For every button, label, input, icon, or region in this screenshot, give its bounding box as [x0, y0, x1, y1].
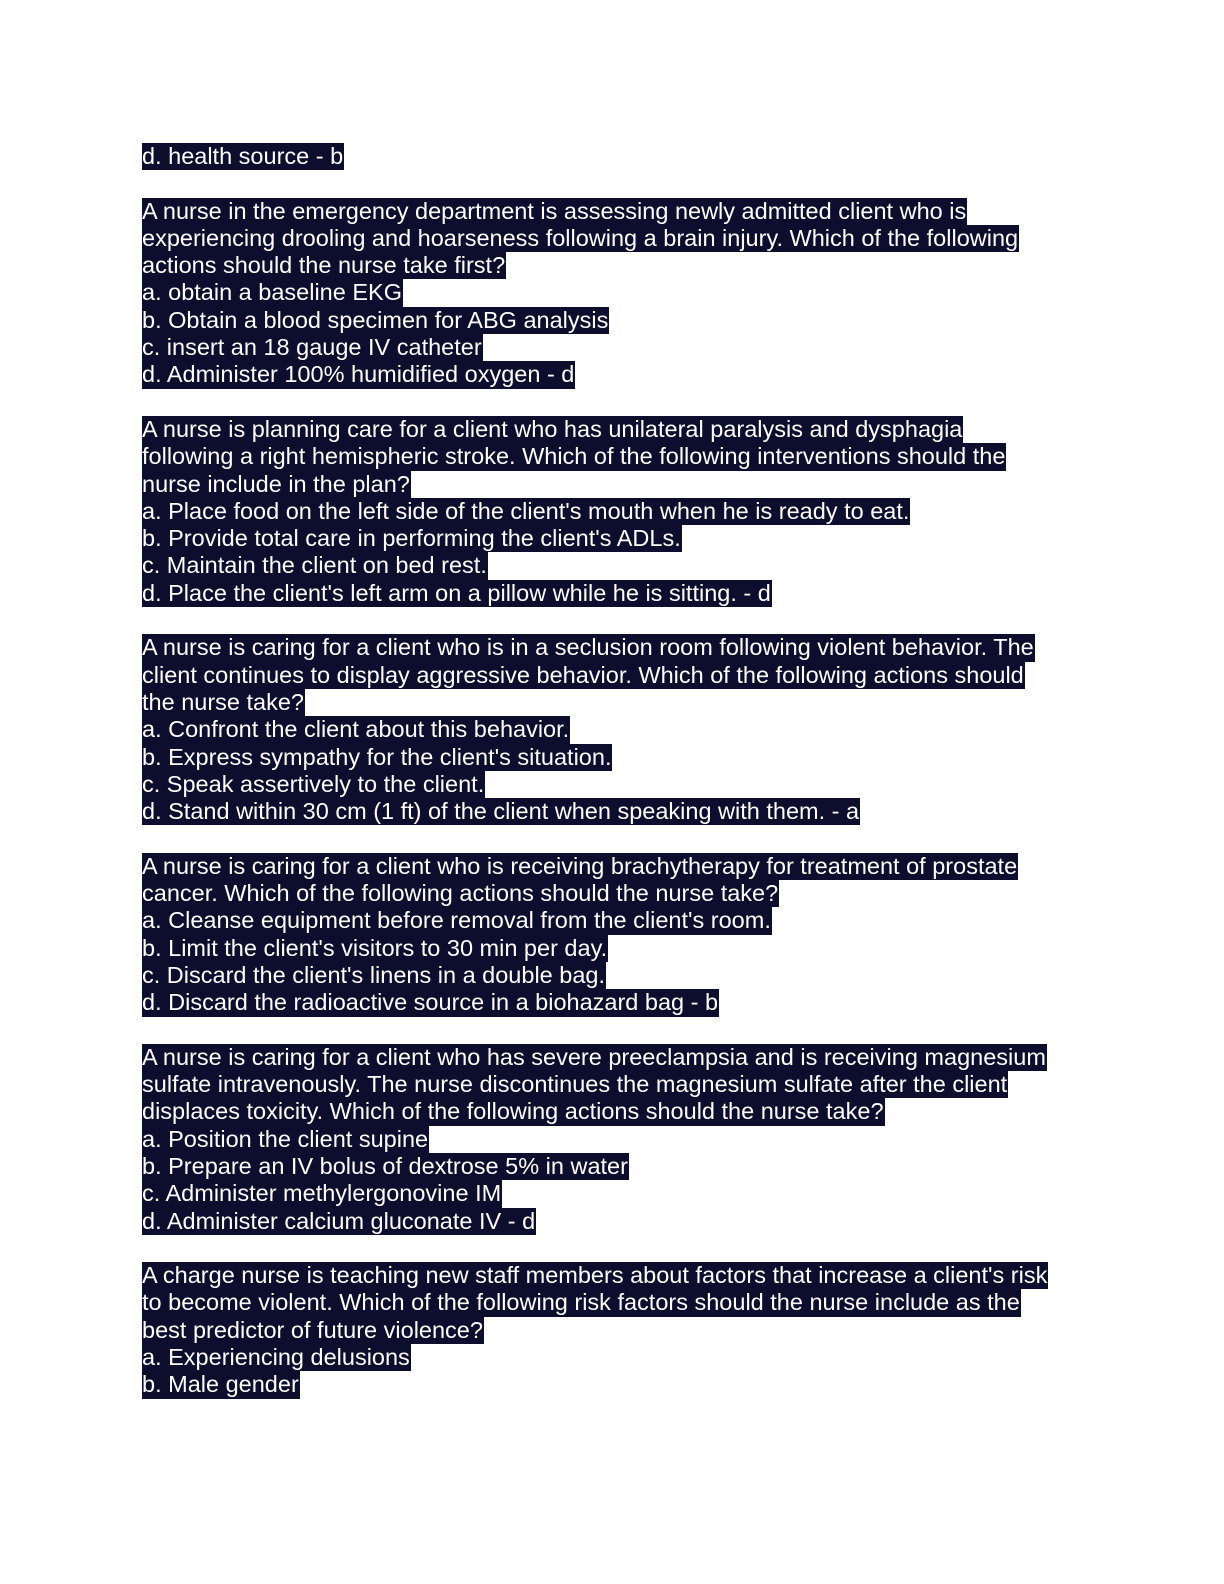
question-block	[142, 1262, 1082, 1398]
question-line: client continues to display aggressive behavior. Which of the following actions should	[142, 661, 1024, 688]
option-line: b. Express sympathy for the client's situation.	[142, 743, 612, 770]
option-line: a. Confront the client about this behavior.	[142, 716, 570, 743]
option-line: b. Prepare an IV bolus of dextrose 5% in water	[142, 1152, 628, 1179]
question-block	[142, 143, 1082, 170]
question-block	[142, 1044, 1082, 1235]
option-line: a. Experiencing delusions	[142, 1344, 410, 1371]
option-line: d. Place the client's left arm on a pillow while he is sitting. - d	[142, 579, 771, 606]
question-line: A charge nurse is teaching new staff members about factors that increase a client's risk	[142, 1262, 1048, 1289]
option-line: a. obtain a baseline EKG	[142, 279, 402, 306]
question-line: A nurse is planning care for a client who has unilateral paralysis and dysphagia	[142, 415, 963, 442]
question-block	[142, 853, 1082, 1017]
block-gap	[142, 170, 1082, 197]
question-line: A nurse is caring for a client who is receiving brachytherapy for treatment of prostate	[142, 852, 1018, 879]
question-block	[142, 416, 1082, 607]
question-line: to become violent. Which of the following risk factors should the nurse include as the	[142, 1289, 1020, 1316]
question-line: A nurse is caring for a client who is in a seclusion room following violent behavior. The	[142, 634, 1034, 661]
option-line: b. Male gender	[142, 1371, 299, 1398]
block-gap	[142, 825, 1082, 852]
option-line: d. Stand within 30 cm (1 ft) of the client when speaking with them. - a	[142, 798, 860, 825]
option-line: b. Obtain a blood specimen for ABG analysis	[142, 306, 609, 333]
option-line: a. Place food on the left side of the client's mouth when he is ready to eat.	[142, 497, 910, 524]
question-line: actions should the nurse take first?	[142, 252, 506, 279]
option-line: c. Discard the client's linens in a double bag.	[142, 961, 606, 988]
block-gap	[142, 1235, 1082, 1262]
block-gap	[142, 607, 1082, 634]
option-line: d. Administer 100% humidified oxygen - d	[142, 361, 575, 388]
option-line: c. insert an 18 gauge IV catheter	[142, 334, 482, 361]
document-page	[142, 143, 1082, 1399]
question-line: best predictor of future violence?	[142, 1316, 483, 1343]
question-line: cancer. Which of the following actions should the nurse take?	[142, 880, 779, 907]
option-line: d. Discard the radioactive source in a biohazard bag - b	[142, 989, 719, 1016]
question-line: A nurse in the emergency department is assessing newly admitted client who is	[142, 197, 967, 224]
question-block	[142, 634, 1082, 825]
option-line: b. Limit the client's visitors to 30 min per day.	[142, 934, 608, 961]
block-gap	[142, 389, 1082, 416]
question-line: the nurse take?	[142, 688, 304, 715]
question-line: nurse include in the plan?	[142, 470, 410, 497]
option-line: d. Administer calcium gluconate IV - d	[142, 1207, 536, 1234]
option-line: c. Maintain the client on bed rest.	[142, 552, 487, 579]
question-line: displaces toxicity. Which of the following actions should the nurse take?	[142, 1098, 884, 1125]
option-line: b. Provide total care in performing the client's ADLs.	[142, 525, 681, 552]
option-line: c. Administer methylergonovine IM	[142, 1180, 502, 1207]
question-block	[142, 198, 1082, 389]
option-line: a. Cleanse equipment before removal from the client's room.	[142, 907, 771, 934]
answer-line: d. health source - b	[142, 143, 344, 169]
option-line: a. Position the client supine	[142, 1125, 429, 1152]
question-line: experiencing drooling and hoarseness following a brain injury. Which of the following	[142, 224, 1019, 251]
option-line: c. Speak assertively to the client.	[142, 770, 485, 797]
question-line: A nurse is caring for a client who has severe preeclampsia and is receiving magnesium	[142, 1043, 1046, 1070]
block-gap	[142, 1017, 1082, 1044]
question-line: sulfate intravenously. The nurse discontinues the magnesium sulfate after the client	[142, 1071, 1008, 1098]
question-line: following a right hemispheric stroke. Which of the following interventions should the	[142, 443, 1006, 470]
